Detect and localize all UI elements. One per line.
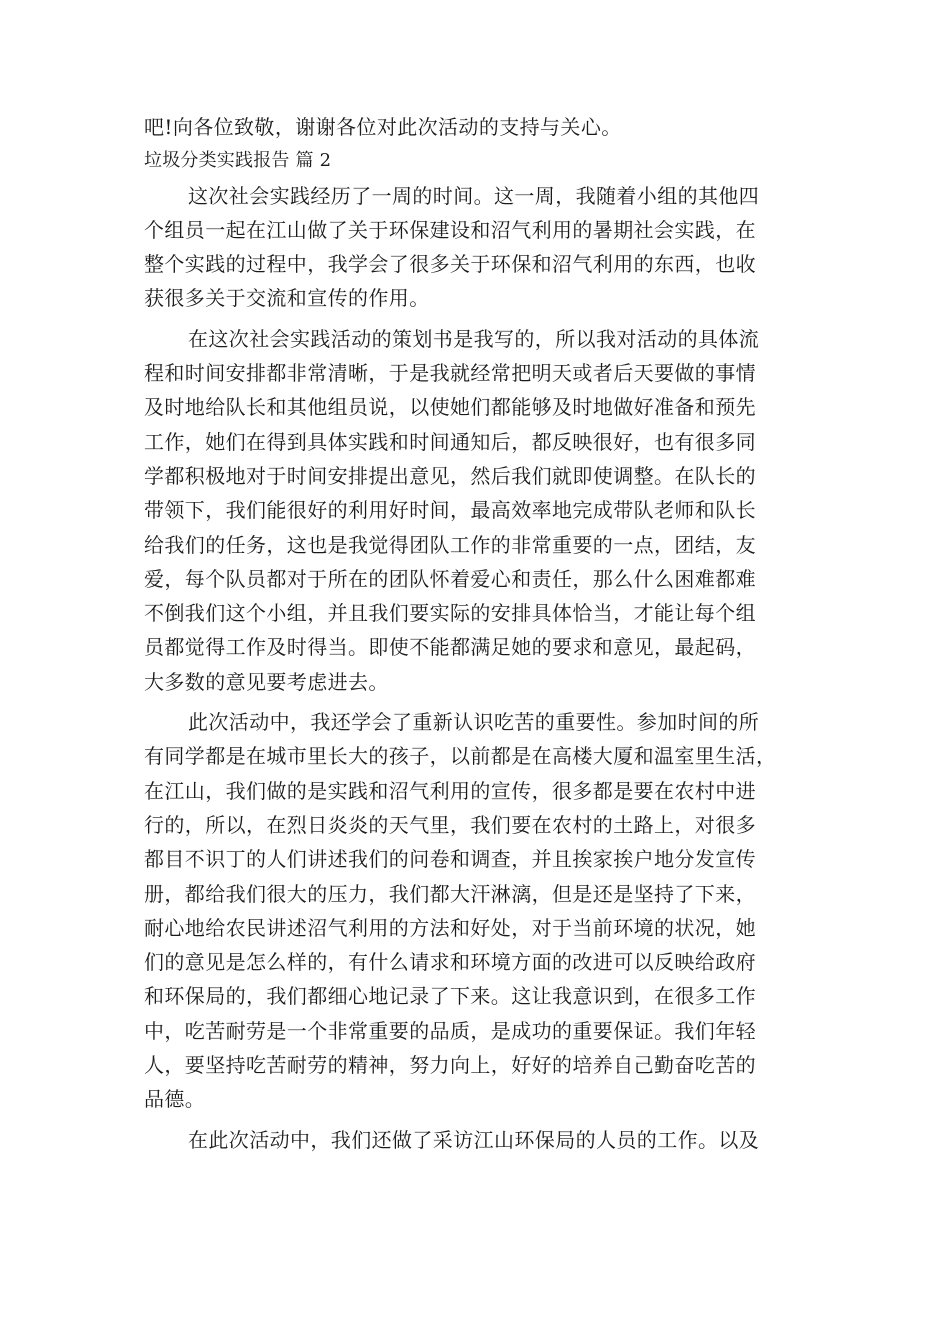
opening-line: 吧!向各位致敬，谢谢各位对此次活动的支持与关心。 xyxy=(144,115,622,139)
paragraph-line: 在江山，我们做的是实践和沼气利用的宣传，很多都是要在农村中进 xyxy=(144,778,756,803)
paragraph-line: 们的意见是怎么样的，有什么请求和环境方面的改进可以反映给政府 xyxy=(144,950,756,975)
paragraph-line: 员都觉得工作及时得当。即使不能都满足她的要求和意见，最起码， xyxy=(144,635,756,660)
document-body xyxy=(144,110,812,1163)
paragraph-line: 在这次社会实践活动的策划书是我写的，所以我对活动的具体流 xyxy=(188,326,760,351)
paragraph-line: 耐心地给农民讲述沼气利用的方法和好处，对于当前环境的状况，她 xyxy=(144,915,756,940)
paragraph xyxy=(144,1123,812,1157)
paragraph-line: 品德。 xyxy=(144,1087,206,1112)
paragraph-line: 学都积极地对于时间安排提出意见，然后我们就即使调整。在队长的 xyxy=(144,463,756,488)
paragraph xyxy=(144,179,812,316)
paragraph-line: 不倒我们这个小组，并且我们要实际的安排具体恰当，才能让每个组 xyxy=(144,601,756,626)
paragraph xyxy=(144,322,812,699)
paragraph-line: 人，要坚持吃苦耐劳的精神，努力向上，好好的培养自己勤奋吃苦的 xyxy=(144,1053,756,1078)
paragraph-line: 此次活动中，我还学会了重新认识吃苦的重要性。参加时间的所 xyxy=(188,710,760,735)
paragraph-line: 这次社会实践经历了一周的时间。这一周，我随着小组的其他四 xyxy=(188,183,760,208)
section-heading: 垃圾分类实践报告 篇 2 xyxy=(144,150,332,172)
paragraph-line: 在此次活动中，我们还做了采访江山环保局的人员的工作。以及 xyxy=(188,1127,760,1152)
paragraph-line: 整个实践的过程中，我学会了很多关于环保和沼气利用的东西，也收 xyxy=(144,252,756,277)
paragraph-list xyxy=(144,179,812,1157)
paragraph-line: 程和时间安排都非常清晰，于是我就经常把明天或者后天要做的事情 xyxy=(144,361,756,386)
paragraph-line: 都目不识丁的人们讲述我们的问卷和调查，并且挨家挨户地分发宣传 xyxy=(144,847,756,872)
paragraph-line: 中，吃苦耐劳是一个非常重要的品质，是成功的重要保证。我们年轻 xyxy=(144,1018,756,1043)
paragraph-line: 和环保局的，我们都细心地记录了下来。这让我意识到，在很多工作 xyxy=(144,984,756,1009)
paragraph-line: 给我们的任务，这也是我觉得团队工作的非常重要的一点，团结，友 xyxy=(144,532,756,557)
paragraph-line: 个组员一起在江山做了关于环保建设和沼气利用的暑期社会实践，在 xyxy=(144,217,756,242)
paragraph-line: 获很多关于交流和宣传的作用。 xyxy=(144,286,430,311)
paragraph-line: 大多数的意见要考虑进去。 xyxy=(144,669,389,694)
paragraph-line: 行的，所以，在烈日炎炎的天气里，我们要在农村的土路上，对很多 xyxy=(144,812,756,837)
paragraph-line: 及时地给队长和其他组员说，以使她们都能够及时地做好准备和预先 xyxy=(144,395,756,420)
paragraph-line: 爱，每个队员都对于所在的团队怀着爱心和责任，那么什么困难都难 xyxy=(144,566,756,591)
paragraph-line: 工作，她们在得到具体实践和时间通知后，都反映很好，也有很多同 xyxy=(144,429,756,454)
paragraph-line: 有同学都是在城市里长大的孩子，以前都是在高楼大厦和温室里生活， xyxy=(144,744,777,769)
paragraph-line: 带领下，我们能很好的利用好时间，最高效率地完成带队老师和队长 xyxy=(144,498,756,523)
paragraph-line: 册，都给我们很大的压力，我们都大汗淋漓，但是还是坚持了下来， xyxy=(144,881,756,906)
paragraph xyxy=(144,705,812,1117)
